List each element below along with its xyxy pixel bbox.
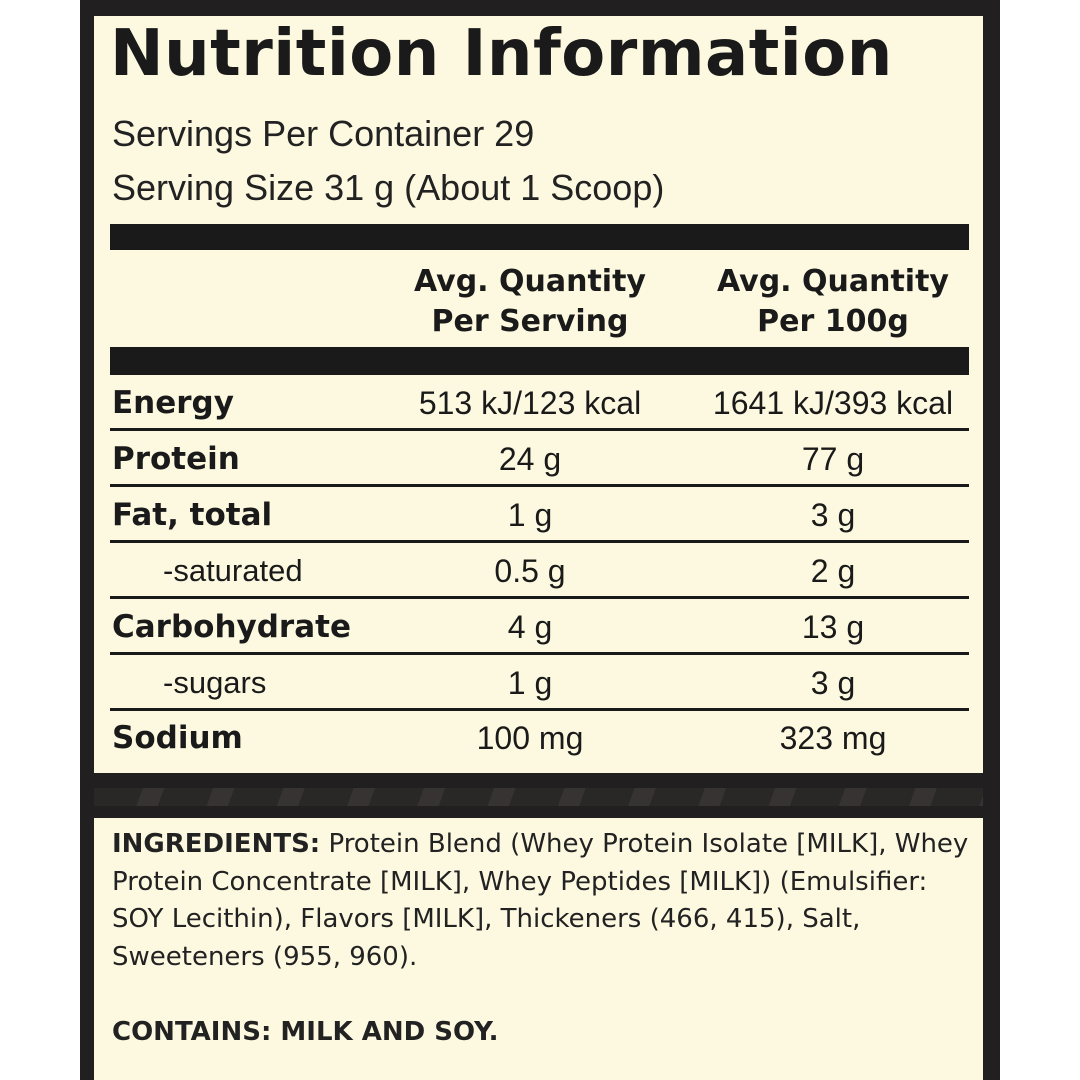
- value-per-serving: 100 mg: [476, 720, 584, 756]
- stripe-divider: [94, 788, 983, 806]
- table-row-sodium: [110, 710, 969, 766]
- column-header-line: Per 100g: [757, 304, 909, 339]
- servings-per-container: Servings Per Container 29: [112, 113, 535, 154]
- table-row-saturated: [110, 543, 969, 599]
- value-per-100g: 1641 kJ/393 kcal: [712, 385, 954, 421]
- column-header-per-serving: [380, 262, 680, 342]
- table-row-fat-total: [110, 487, 969, 543]
- row-label: Carbohydrate: [112, 609, 351, 645]
- table-row-sugars: [110, 655, 969, 711]
- value-per-serving: 24 g: [498, 441, 562, 477]
- value-per-serving: 1 g: [507, 665, 553, 701]
- column-header-per-100g: [683, 262, 983, 342]
- value-per-serving: 0.5 g: [494, 553, 566, 589]
- table-row-carbohydrate: [110, 599, 969, 655]
- value-per-100g: 3 g: [810, 497, 856, 533]
- value-per-100g: 13 g: [801, 609, 865, 645]
- ingredients-list: Protein Blend (Whey Protein Isolate [MILK], Whey Protein Concentrate [MILK], Whey Peptides [MILK]) (Emulsifier: SOY Lecithin), Flavors [MILK], Thickeners (466, 415), Salt, Sweeteners (955, 960).: [112, 829, 969, 972]
- row-label: Fat, total: [112, 497, 273, 533]
- column-header-line: Avg. Quantity: [716, 264, 949, 299]
- row-label: -sugars: [163, 665, 267, 700]
- value-per-100g: 77 g: [801, 441, 865, 477]
- thick-rule-top: [110, 224, 969, 250]
- column-header-line: Avg. Quantity: [413, 264, 646, 299]
- value-per-serving: 4 g: [507, 609, 553, 645]
- serving-size: Serving Size 31 g (About 1 Scoop): [112, 167, 665, 208]
- column-header-line: Per Serving: [431, 304, 629, 339]
- table-row-protein: [110, 431, 969, 487]
- row-label: -saturated: [163, 553, 303, 588]
- value-per-serving: 1 g: [507, 497, 553, 533]
- value-per-100g: 2 g: [810, 553, 856, 589]
- row-label: Sodium: [112, 720, 243, 756]
- value-per-serving: 513 kJ/123 kcal: [418, 385, 642, 421]
- thick-rule-header: [110, 347, 969, 375]
- value-per-100g: 3 g: [810, 665, 856, 701]
- ingredients-text: [112, 826, 972, 976]
- row-label: Energy: [112, 385, 234, 421]
- row-label: Protein: [112, 441, 240, 477]
- page-title: Nutrition Information: [110, 17, 893, 91]
- ingredients-heading: INGREDIENTS:: [112, 829, 321, 859]
- table-row-energy: [110, 375, 969, 431]
- value-per-100g: 323 mg: [779, 720, 887, 756]
- allergen-statement: CONTAINS: MILK AND SOY.: [112, 1017, 499, 1047]
